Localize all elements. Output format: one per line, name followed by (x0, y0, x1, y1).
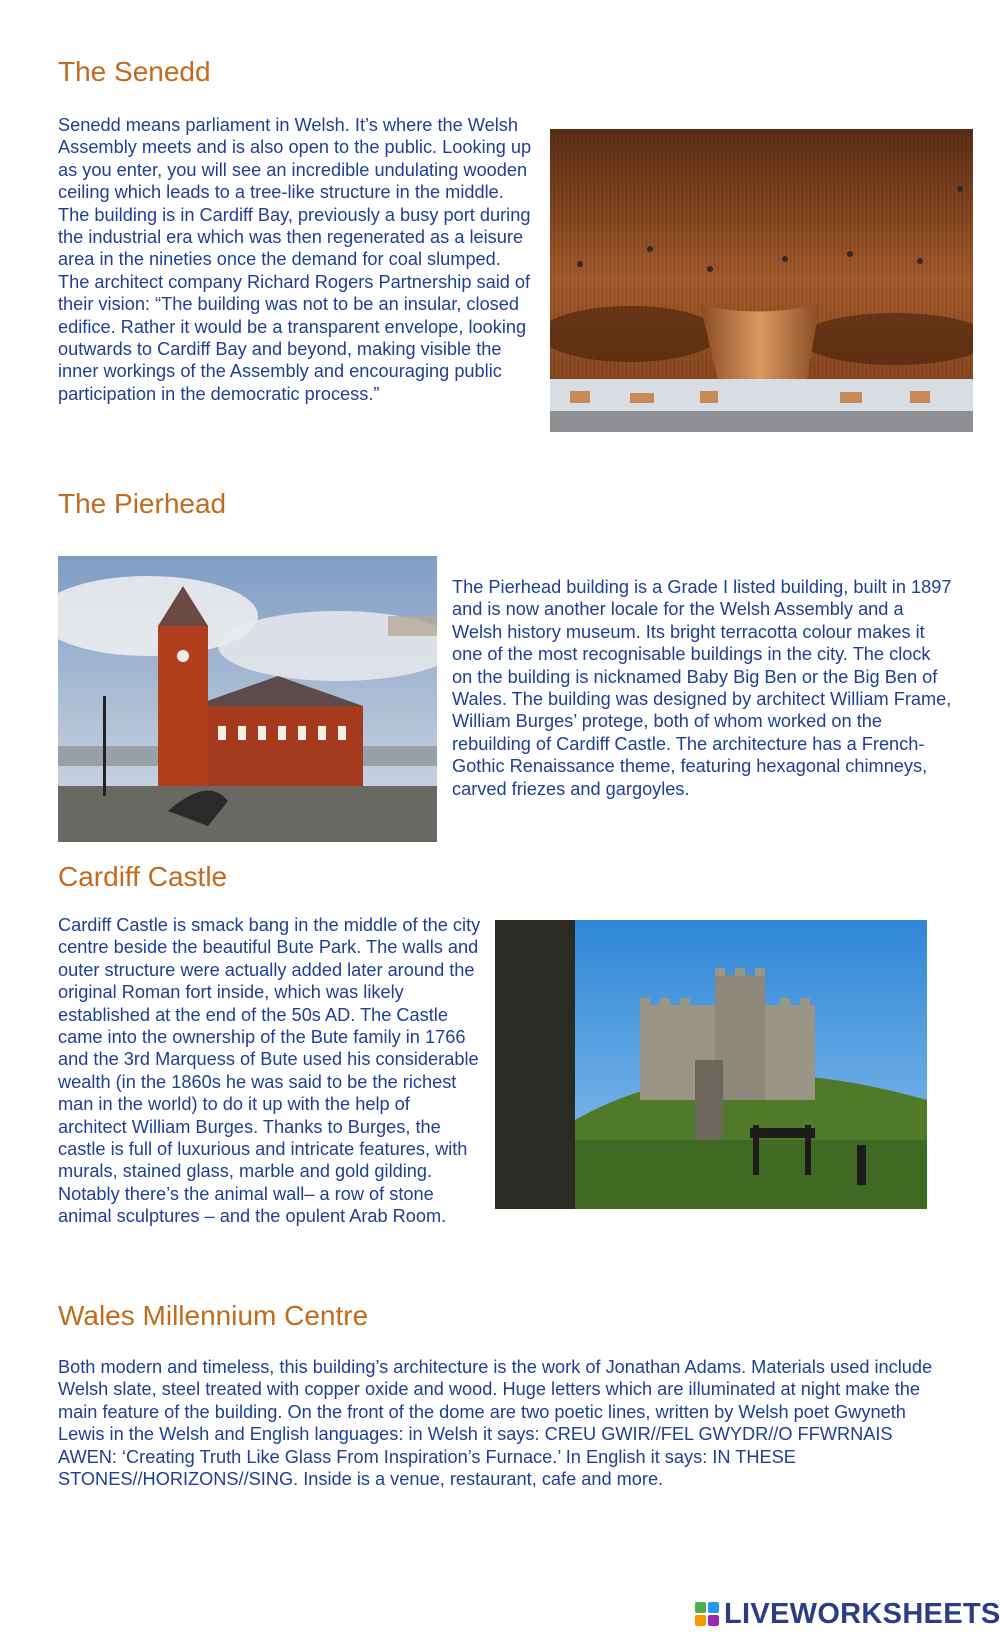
logo-text: LIVEWORKSHEETS (724, 1597, 1000, 1630)
section-title-senedd: The Senedd (58, 56, 211, 87)
senedd-ceiling-photo (550, 129, 973, 432)
section-body-wmc: Both modern and timeless, this building’s architecture is the work of Jonathan Adams. Materials used include Welsh slate, steel treated with copper oxide and wood. Huge letters which are illuminated at night make the main feature of the building. On the front of the dome are two poetic lines, written by Welsh poet Gwyneth Lewis in the Welsh and English languages: in Welsh it says: CREU GWIR//FEL GWYDR//O FFWRNAIS AWEN: ‘Creating Truth Like Glass From Inspiration’s Furnace.’ In English it says: IN THESE STONES//HORIZONS//SING. Inside is a venue, restaurant, cafe and more. (58, 1357, 933, 1490)
section-title-castle: Cardiff Castle (58, 861, 228, 892)
section-title-wmc: Wales Millennium Centre (58, 1300, 369, 1331)
section-body-castle: Cardiff Castle is smack bang in the middle of the city centre beside the beautiful Bute Park. The walls and outer structure were actually added later around the original Roman fort inside, which was likely established at the end of the 50s AD. The Castle came into the ownership of the Bute family in 1766 and the 3rd Marquess of Bute used his considerable wealth (in the 1860s he was said to be the richest man in the world) to do it up with the help of architect William Burges. Thanks to Burges, the castle is full of luxurious and intricate features, with murals, stained glass, marble and gold gilding. Notably there’s the animal wall– a row of stone animal sculptures – and the opulent Arab Room. (58, 915, 481, 1227)
cardiff-castle-photo (495, 920, 927, 1209)
section-body-pierhead: The Pierhead building is a Grade I listed building, built in 1897 and is now another locale for the Welsh Assembly and a Welsh history museum. Its bright terracotta colour makes it one of the most recognisable buildings in the city. The clock on the building is nicknamed Baby Big Ben or the Big Ben of Wales. The building was designed by architect William Frame, William Burges’ protege, both of whom worked on the rebuilding of Cardiff Castle. The architecture has a French-Gothic Renaissance theme, featuring hexagonal chimneys, carved friezes and gargoyles. (452, 577, 952, 799)
liveworksheets-logo[interactable] (694, 1597, 1000, 1631)
liveworksheets-logo-icon (694, 1601, 720, 1627)
section-body-senedd: Senedd means parliament in Welsh. It’s where the Welsh Assembly meets and is also open to the public. Looking up as you enter, you will see an incredible undulating wooden ceiling which leads to a tree-like structure in the middle. The building is in Cardiff Bay, previously a busy port during the industrial era which was then regenerated as a leisure area in the nineties once the demand for coal slumped. The architect company Richard Rogers Partnership said of their vision: “The building was not to be an insular, closed edifice. Rather it would be a transparent envelope, looking outwards to Cardiff Bay and beyond, making visible the inner workings of the Assembly and encouraging public participation in the democratic process.” (58, 115, 532, 404)
pierhead-building-photo (58, 556, 437, 842)
section-title-pierhead: The Pierhead (58, 488, 227, 519)
